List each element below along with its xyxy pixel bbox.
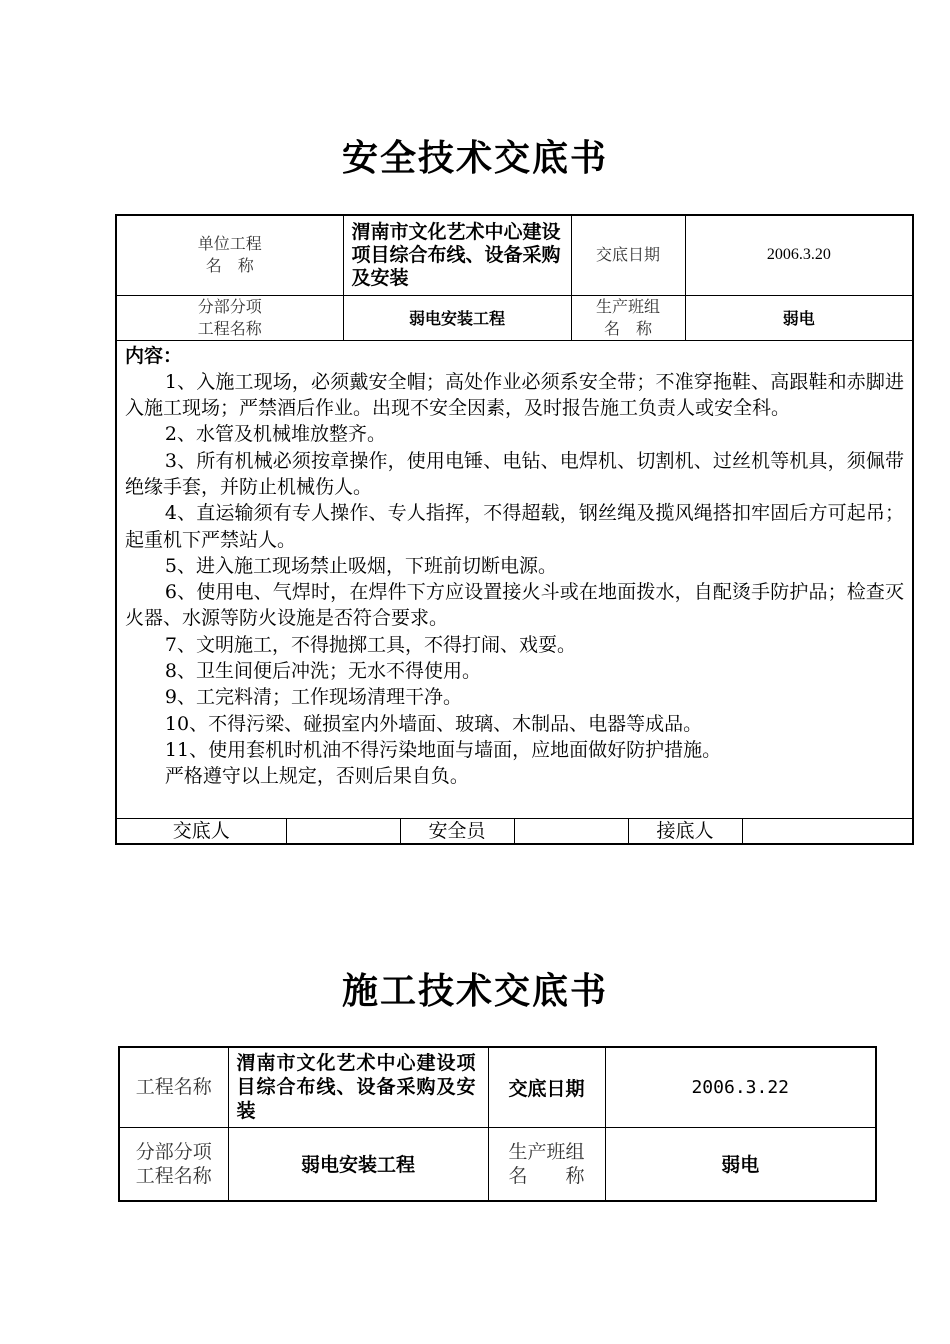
sub-project-label <box>116 295 343 340</box>
discloser-signature-field[interactable] <box>286 818 400 844</box>
project-name-label: 工程名称 <box>119 1047 228 1127</box>
team-label <box>571 295 685 340</box>
sub-label-line2: 工程名称 <box>197 318 262 338</box>
safety-disclosure-table <box>115 214 914 845</box>
team-label-line2: 名 称 <box>604 318 653 338</box>
sub-label-line1: 分部分项 <box>135 1140 212 1163</box>
unit-project-label <box>116 215 343 295</box>
team-label-line1: 生产班组 <box>508 1140 585 1163</box>
team-label-line1: 生产班组 <box>596 296 661 316</box>
sub-project-value: 弱电安装工程 <box>228 1127 488 1201</box>
receiver-label: 接底人 <box>628 818 742 844</box>
date-label: 交底日期 <box>571 215 685 295</box>
sub-label-line1: 分部分项 <box>197 296 262 316</box>
content-item: 6、使用电、气焊时，在焊件下方应设置接火斗或在地面拨水，自配烫手防护品；检查灭火器、水源等防火设施是否符合要求。 <box>125 581 905 630</box>
content-item: 11、使用套机时机油不得污染地面与墙面，应地面做好防护措施。 <box>164 738 722 761</box>
content-item: 7、文明施工，不得抛掷工具，不得打闹、戏耍。 <box>164 633 576 656</box>
unit-label-line2: 名 称 <box>205 256 254 276</box>
content-section <box>116 340 913 818</box>
discloser-label: 交底人 <box>116 818 286 844</box>
construction-disclosure-title: 施工技术交底书 <box>341 970 608 1012</box>
date-value: 2006.3.22 <box>605 1047 876 1127</box>
safety-officer-label: 安全员 <box>400 818 514 844</box>
safety-officer-signature-field[interactable] <box>514 818 628 844</box>
content-item: 10、不得污梁、碰损室内外墙面、玻璃、木制品、电器等成品。 <box>164 712 703 735</box>
team-label-line2: 名 称 <box>508 1164 585 1187</box>
content-heading: 内容： <box>125 344 183 367</box>
date-value: 2006.3.20 <box>685 215 913 295</box>
content-item: 3、所有机械必须按章操作，使用电锤、电钻、电焊机、切割机、过丝机等机具，须佩带绝缘手套，并防止机械伤人。 <box>125 449 905 498</box>
content-item: 4、直运输须有专人操作、专人指挥，不得超载，钢丝绳及揽风绳搭扣牢固后方可起吊；起重机下严禁站人。 <box>125 502 905 551</box>
content-item: 2、水管及机械堆放整齐。 <box>164 423 386 446</box>
construction-disclosure-table <box>118 1046 877 1202</box>
content-item: 8、卫生间便后冲洗；无水不得使用。 <box>164 660 481 683</box>
content-closing: 严格遵守以上规定，否则后果自负。 <box>164 765 469 788</box>
date-label: 交底日期 <box>488 1047 605 1127</box>
project-name-value: 渭南市文化艺术中心建设项目综合布线、设备采购及安装 <box>228 1047 488 1127</box>
unit-label-line1: 单位工程 <box>197 234 262 254</box>
receiver-signature-field[interactable] <box>742 818 913 844</box>
team-label <box>488 1127 605 1201</box>
content-item: 1、入施工现场，必须戴安全帽；高处作业必须系安全带；不准穿拖鞋、高跟鞋和赤脚进入施工现场；严禁酒后作业。出现不安全因素，及时报告施工负责人或安全科。 <box>125 370 905 420</box>
content-item: 9、工完料清；工作现场清理干净。 <box>164 686 462 709</box>
content-item: 5、进入施工现场禁止吸烟，下班前切断电源。 <box>164 554 557 577</box>
team-value: 弱电 <box>605 1127 876 1201</box>
sub-project-label <box>119 1127 228 1201</box>
project-name-value: 渭南市文化艺术中心建设项目综合布线、设备采购及安装 <box>343 215 571 295</box>
sub-label-line2: 工程名称 <box>135 1164 212 1187</box>
team-value: 弱电 <box>685 295 913 340</box>
safety-disclosure-title: 安全技术交底书 <box>341 137 608 179</box>
sub-project-value: 弱电安装工程 <box>343 295 571 340</box>
